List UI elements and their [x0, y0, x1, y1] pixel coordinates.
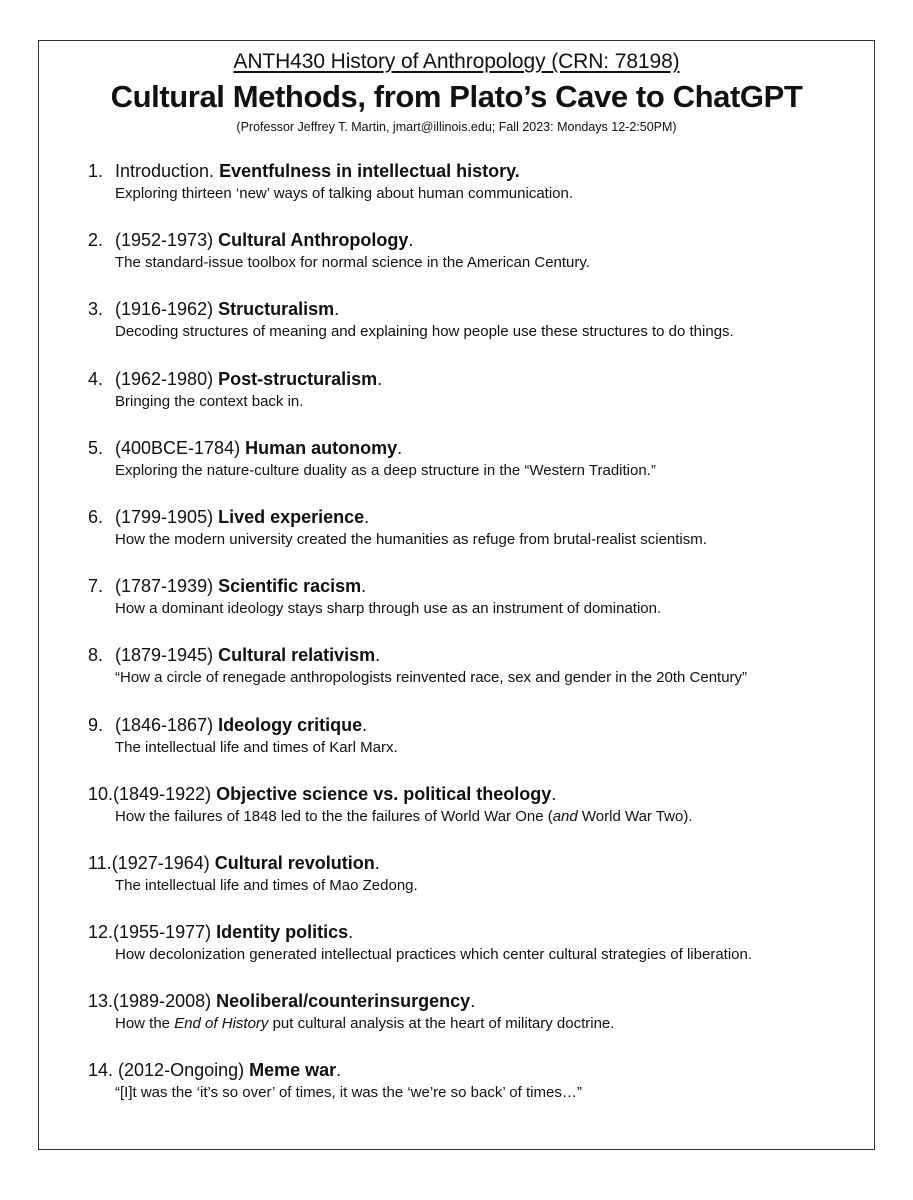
- item-post: .: [374, 852, 380, 873]
- item-topic: Cultural revolution: [214, 852, 375, 873]
- item-description: “[I]t was the ‘it’s so over’ of times, it was the ‘we’re so back’ of times…”: [115, 1084, 582, 1102]
- item-description: How decolonization generated intellectual practices which center cultural strategies of liberation.: [115, 946, 753, 964]
- item-post: .: [397, 437, 403, 458]
- item-number: 7.: [88, 576, 104, 597]
- item-pre: (1846-1867): [115, 714, 219, 735]
- item-topic: Cultural relativism: [218, 645, 376, 666]
- item-post: .: [334, 299, 340, 320]
- item-pre: (1955-1977): [113, 922, 217, 943]
- item-desc-part: How the failures of 1848 led to the the failures of World War One (: [115, 807, 553, 825]
- item-number: 10.: [88, 783, 114, 804]
- item-post: .: [362, 714, 368, 735]
- item-topic: Scientific racism: [218, 576, 362, 597]
- course-line: ANTH430 History of Anthropology (CRN: 78198): [233, 50, 680, 73]
- item-description: “How a circle of renegade anthropologists reinvented race, sex and gender in the 20th Century”: [115, 669, 748, 687]
- list-item: [88, 781, 868, 850]
- item-pre: (400BCE-1784): [115, 437, 246, 458]
- list-item: [88, 642, 868, 711]
- item-heading: [88, 504, 868, 530]
- list-item: [88, 435, 868, 504]
- item-topic: Neoliberal/counterinsurgency: [216, 991, 471, 1012]
- item-description: The intellectual life and times of Mao Zedong.: [115, 876, 418, 894]
- item-heading: [88, 988, 868, 1014]
- item-pre: (2012-Ongoing): [118, 1060, 250, 1081]
- item-pre: (1799-1905): [115, 506, 219, 527]
- item-topic: Meme war: [249, 1060, 337, 1081]
- item-post: .: [551, 783, 557, 804]
- list-item: [88, 227, 868, 296]
- list-item: [88, 988, 868, 1057]
- list-item: [88, 504, 868, 573]
- list-item: [88, 366, 868, 435]
- item-pre: (1927-1964): [111, 852, 215, 873]
- item-heading: [88, 573, 868, 599]
- schedule-list: [88, 158, 868, 1127]
- byline: (Professor Jeffrey T. Martin, jmart@illinois.edu; Fall 2023: Mondays 12-2:50PM): [236, 120, 677, 134]
- item-heading: [88, 642, 868, 668]
- item-pre: (1787-1939): [115, 576, 219, 597]
- item-desc-part: How the: [115, 1015, 175, 1033]
- item-pre: (1879-1945): [115, 645, 219, 666]
- item-description: Exploring thirteen ‘new’ ways of talking about human communication.: [115, 185, 574, 202]
- item-topic: Objective science vs. political theology: [216, 783, 552, 804]
- list-item: [88, 158, 868, 227]
- item-topic: Ideology critique: [218, 714, 363, 735]
- item-number: 12.: [88, 922, 114, 943]
- item-desc-part: World War Two).: [577, 807, 693, 825]
- item-description: [115, 807, 868, 827]
- list-item: [88, 296, 868, 365]
- item-post: .: [348, 922, 354, 943]
- item-desc-emphasis: and: [552, 807, 578, 825]
- item-description: Decoding structures of meaning and explaining how people use these structures to do things.: [115, 323, 734, 341]
- item-number: 2.: [88, 230, 104, 251]
- item-post: .: [364, 506, 370, 527]
- item-number: 6.: [88, 506, 104, 527]
- item-number: 11.: [88, 852, 112, 873]
- item-heading: [88, 1057, 868, 1083]
- item-pre: (1952-1973): [115, 230, 219, 251]
- item-topic: Post-structuralism: [218, 368, 378, 389]
- list-item: [88, 919, 868, 988]
- list-item: [88, 850, 868, 919]
- item-description: The intellectual life and times of Karl Marx.: [115, 738, 398, 756]
- item-topic: Lived experience: [218, 506, 365, 527]
- item-description: [115, 1014, 868, 1034]
- item-heading: [88, 366, 868, 392]
- item-description: Exploring the nature-culture duality as a deep structure in the “Western Tradition.”: [115, 461, 656, 479]
- item-heading: [88, 781, 868, 807]
- item-description: How the modern university created the humanities as refuge from brutal-realist scientism.: [115, 530, 707, 548]
- item-desc-part: put cultural analysis at the heart of military doctrine.: [268, 1015, 615, 1033]
- item-topic: Eventfulness in intellectual history.: [219, 161, 520, 181]
- item-post: .: [336, 1060, 342, 1081]
- item-heading: [88, 296, 868, 322]
- item-description: How a dominant ideology stays sharp through use as an instrument of domination.: [115, 600, 662, 618]
- item-heading: [88, 712, 868, 738]
- list-item: [88, 573, 868, 642]
- item-number: 4.: [88, 368, 104, 389]
- item-desc-emphasis: End of History: [174, 1015, 269, 1033]
- item-heading: [88, 919, 868, 945]
- list-item: [88, 712, 868, 781]
- item-number: 5.: [88, 437, 104, 458]
- item-post: .: [377, 368, 383, 389]
- item-number: 13.: [88, 991, 114, 1012]
- item-pre: (1849-1922): [113, 783, 217, 804]
- item-topic: Structuralism: [218, 299, 335, 320]
- item-heading: [88, 850, 868, 876]
- item-topic: Human autonomy: [245, 437, 398, 458]
- item-post: .: [408, 230, 414, 251]
- item-description: Bringing the context back in.: [115, 392, 304, 410]
- item-heading: [88, 435, 868, 461]
- page-title: Cultural Methods, from Plato’s Cave to ChatGPT: [110, 79, 803, 114]
- item-post: .: [470, 991, 476, 1012]
- item-heading: [88, 158, 868, 184]
- item-pre: (1989-2008): [113, 991, 217, 1012]
- item-topic: Cultural Anthropology: [218, 230, 409, 251]
- item-number: 1.: [88, 161, 104, 181]
- item-pre: (1962-1980): [115, 368, 219, 389]
- item-post: .: [361, 576, 367, 597]
- item-description: The standard-issue toolbox for normal science in the American Century.: [115, 254, 590, 272]
- item-post: .: [375, 645, 381, 666]
- item-number: 14.: [88, 1060, 119, 1081]
- item-heading: [88, 227, 868, 253]
- item-pre: Introduction.: [115, 161, 220, 181]
- item-pre: (1916-1962): [115, 299, 219, 320]
- item-topic: Identity politics: [216, 922, 349, 943]
- item-number: 9.: [88, 714, 104, 735]
- item-number: 8.: [88, 645, 104, 666]
- list-item: [88, 1057, 868, 1126]
- item-number: 3.: [88, 299, 104, 320]
